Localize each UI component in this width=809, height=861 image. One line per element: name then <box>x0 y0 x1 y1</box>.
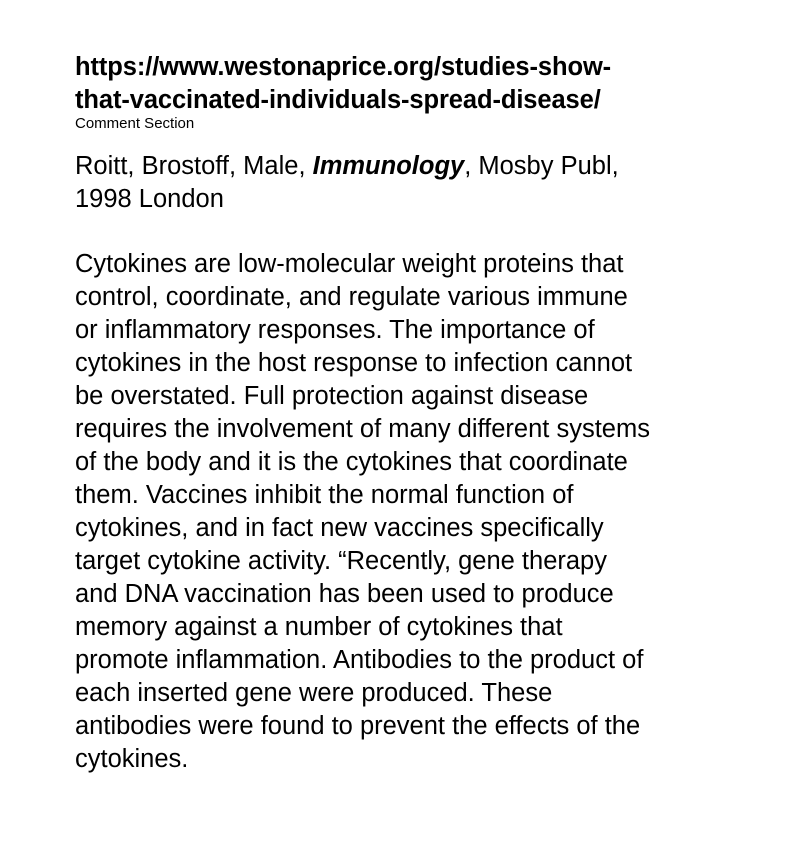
body-line: promote inflammation. Antibodies to the product of <box>75 646 644 674</box>
citation <box>75 150 755 216</box>
body-line: of the body and it is the cytokines that coordinate <box>75 448 628 476</box>
citation-authors: Roitt, Brostoff, Male, <box>75 152 313 180</box>
body-line: and DNA vaccination has been used to produce <box>75 580 614 608</box>
body-line: Cytokines are low-molecular weight proteins that <box>75 250 624 278</box>
body-line: cytokines, and in fact new vaccines specifically <box>75 514 604 542</box>
body-line: target cytokine activity. “Recently, gene therapy <box>75 547 607 575</box>
citation-publisher: , Mosby Publ, <box>464 152 619 180</box>
citation-line-1 <box>75 150 755 183</box>
citation-place-year: 1998 London <box>75 185 224 213</box>
source-url-line-1: https://www.westonaprice.org/studies-show- <box>75 53 612 81</box>
body-line: requires the involvement of many different systems <box>75 415 650 443</box>
source-subtitle: Comment Section <box>75 115 195 132</box>
citation-book-title: Immunology <box>312 152 465 180</box>
document-page <box>75 51 755 776</box>
body-line: or inflammatory responses. The importance of <box>75 316 595 344</box>
body-line: memory against a number of cytokines that <box>75 613 563 641</box>
body-paragraph <box>75 248 755 776</box>
body-line: cytokines in the host response to infection cannot <box>75 349 633 377</box>
source-url-line-2: that-vaccinated-individuals-spread-disease/ <box>75 86 601 114</box>
body-line: cytokines. <box>75 745 189 773</box>
body-line: antibodies were found to prevent the effects of the <box>75 712 641 740</box>
body-line: them. Vaccines inhibit the normal function of <box>75 481 574 509</box>
source-url <box>75 51 755 117</box>
body-line: each inserted gene were produced. These <box>75 679 553 707</box>
body-line: control, coordinate, and regulate various immune <box>75 283 628 311</box>
body-line: be overstated. Full protection against disease <box>75 382 589 410</box>
